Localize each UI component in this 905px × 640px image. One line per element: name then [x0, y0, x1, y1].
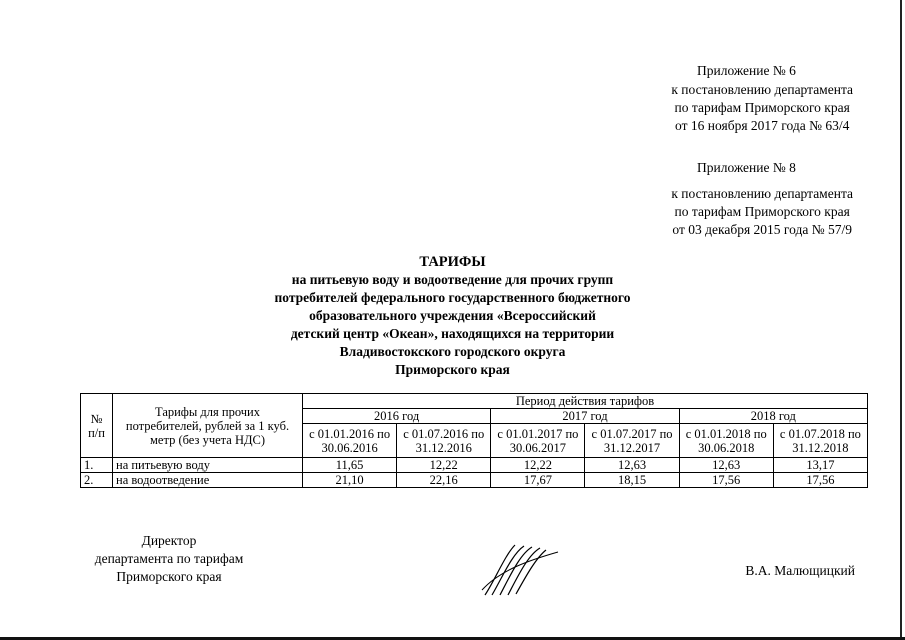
header-num: № п/п	[81, 394, 113, 458]
header-year: 2018 год	[679, 409, 867, 424]
title-line: Приморского края	[395, 362, 510, 377]
row-value: 12,63	[585, 458, 679, 473]
header-period-range: с 01.07.2016 по 31.12.2016	[397, 424, 491, 458]
appendix8-line: к постановлению департамента	[671, 186, 853, 201]
row-value: 12,63	[679, 458, 773, 473]
tariffs-table	[80, 393, 868, 488]
row-value: 17,56	[679, 473, 773, 488]
signer-name: В.А. Малющицкий	[745, 563, 855, 578]
row-value: 22,16	[397, 473, 491, 488]
row-num: 1.	[81, 458, 113, 473]
title-line: потребителей федерального государственного бюджетного	[274, 290, 631, 305]
header-period: Период действия тарифов	[303, 394, 868, 409]
title-line: детский центр «Океан», находящихся на территории	[290, 326, 615, 341]
title-line: Владивостокского городского округа	[339, 344, 566, 359]
appendix6-line: к постановлению департамента	[671, 82, 853, 97]
row-value: 17,67	[491, 473, 585, 488]
appendix6-reference	[671, 81, 853, 135]
signer-position	[74, 532, 264, 586]
appendix8-line: по тарифам Приморского края	[674, 204, 850, 219]
header-period-range: с 01.01.2017 по 30.06.2017	[491, 424, 585, 458]
row-value: 13,17	[773, 458, 867, 473]
row-value: 12,22	[491, 458, 585, 473]
header-tariff: Тарифы для прочих потребителей, рублей за 1 куб. метр (без учета НДС)	[113, 394, 303, 458]
appendix8-reference	[671, 185, 853, 239]
document-title	[0, 253, 905, 379]
header-period-range: с 01.07.2017 по 31.12.2017	[585, 424, 679, 458]
title-line: образовательного учреждения «Всероссийский	[309, 308, 596, 323]
signer-position-line: Директор	[141, 533, 197, 548]
table-row	[81, 473, 868, 488]
header-period-range: с 01.01.2016 по 30.06.2016	[303, 424, 397, 458]
handwritten-signature	[480, 540, 560, 600]
row-name: на водоотведение	[113, 473, 303, 488]
title-main: ТАРИФЫ	[419, 254, 486, 270]
appendix6-line: по тарифам Приморского края	[674, 100, 850, 115]
header-year: 2016 год	[303, 409, 491, 424]
appendix6-line: от 16 ноября 2017 года № 63/4	[675, 118, 850, 133]
signer-position-line: Приморского края	[116, 569, 222, 584]
row-value: 12,22	[397, 458, 491, 473]
title-line: на питьевую воду и водоотведение для прочих групп	[291, 272, 614, 287]
row-name: на питьевую воду	[113, 458, 303, 473]
header-period-range: с 01.01.2018 по 30.06.2018	[679, 424, 773, 458]
row-value: 21,10	[303, 473, 397, 488]
row-value: 11,65	[303, 458, 397, 473]
appendix8-line: от 03 декабря 2015 года № 57/9	[672, 222, 852, 237]
appendix6-title: Приложение № 6	[697, 63, 796, 78]
header-year: 2017 год	[491, 409, 679, 424]
appendix8-title: Приложение № 8	[697, 160, 796, 175]
header-period-range: с 01.07.2018 по 31.12.2018	[773, 424, 867, 458]
row-value: 17,56	[773, 473, 867, 488]
row-value: 18,15	[585, 473, 679, 488]
signer-position-line: департамента по тарифам	[94, 551, 244, 566]
table-row	[81, 458, 868, 473]
row-num: 2.	[81, 473, 113, 488]
